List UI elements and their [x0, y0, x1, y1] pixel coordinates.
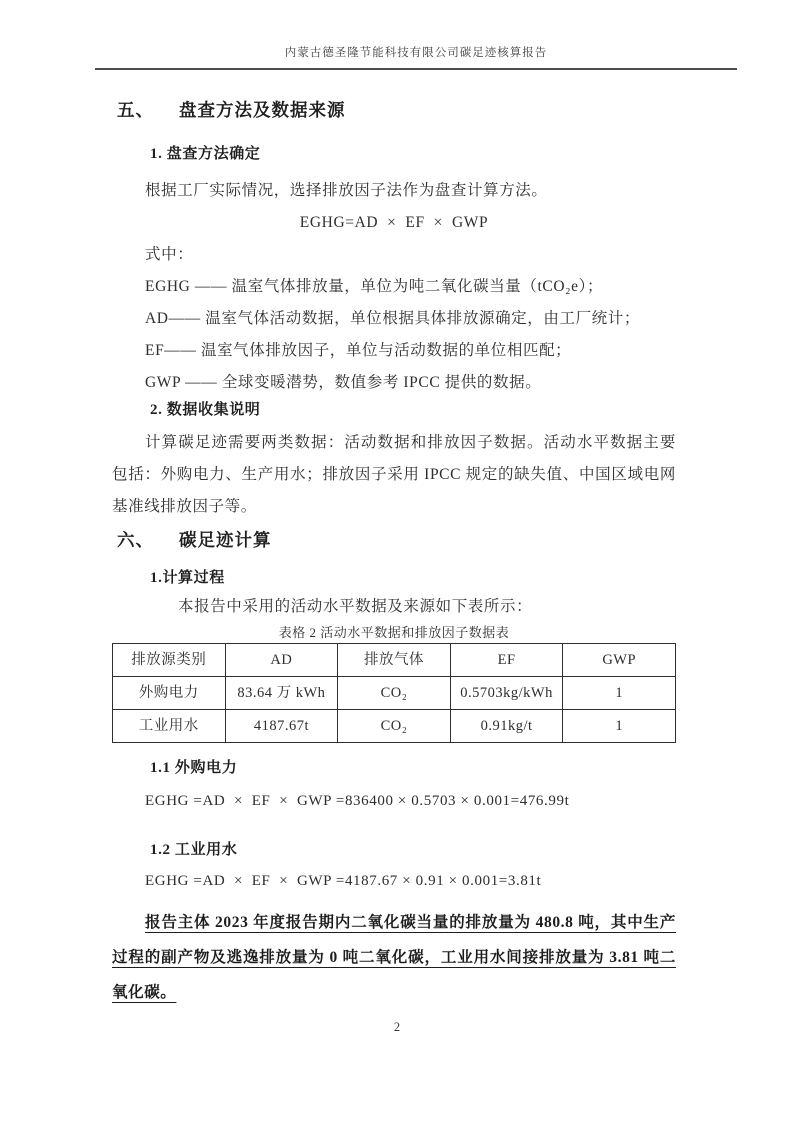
cell-gwp: 1	[563, 677, 676, 710]
cell-source: 工业用水	[113, 710, 226, 743]
section-6-heading	[117, 527, 676, 553]
header-title: 内蒙古德圣隆节能科技有限公司碳足迹核算报告	[284, 47, 548, 59]
data-collection-paragraph: 计算碳足迹需要两类数据：活动数据和排放因子数据。活动水平数据主要包括：外购电力、生产用水；排放因子采用 IPCC 规定的缺失值、中国区域电网基准线排放因子等。	[112, 434, 676, 515]
cell-source: 外购电力	[113, 677, 226, 710]
page-content	[112, 71, 676, 1010]
calc-process-heading: 1.计算过程	[150, 570, 225, 586]
definition-ef: EF—— 温室气体排放因子，单位与活动数据的单位相匹配；	[145, 342, 572, 359]
cell-ad: 83.64 万 kWh	[225, 677, 338, 710]
electricity-heading: 1.1 外购电力	[150, 760, 238, 776]
col-header-ef: EF	[450, 644, 563, 677]
conclusion-paragraph: 报告主体 2023 年度报告期内二氧化碳当量的排放量为 480.8 吨，其中生产过程的副产物及逃逸排放量为 0 吨二氧化碳，工业用水间接排放量为 3.81 吨二氧化碳。	[112, 914, 676, 1001]
page-number: 2	[393, 1020, 401, 1034]
section-5-number: 五、	[117, 100, 154, 120]
col-header-ad: AD	[225, 644, 338, 677]
table-intro-text: 本报告中采用的活动水平数据及来源如下表所示：	[178, 598, 533, 615]
cell-gas: CO₂	[338, 710, 451, 743]
where-label: 式中：	[145, 246, 194, 263]
col-header-source: 排放源类别	[113, 644, 226, 677]
electricity-formula: EGHG =AD × EF × GWP =836400 × 0.5703 × 0.001=476.99t	[145, 793, 570, 809]
water-formula: EGHG =AD × EF × GWP =4187.67 × 0.91 × 0.001=3.81t	[145, 873, 542, 889]
table-row	[113, 710, 676, 743]
water-heading: 1.2 工业用水	[150, 842, 238, 858]
activity-data-table	[112, 643, 676, 743]
page-header	[95, 44, 737, 70]
col-header-gas: 排放气体	[338, 644, 451, 677]
ghg-formula: EGHG=AD × EF × GWP	[299, 214, 489, 231]
section-5-title: 盘查方法及数据来源	[179, 100, 346, 120]
definition-gwp: GWP —— 全球变暖潜势，数值参考 IPCC 提供的数据。	[145, 374, 542, 391]
definition-ad: AD—— 温室气体活动数据，单位根据具体排放源确定，由工厂统计；	[145, 310, 640, 327]
section-6-title: 碳足迹计算	[179, 530, 272, 550]
cell-ad: 4187.67t	[225, 710, 338, 743]
subsection-2-heading: 2. 数据收集说明	[150, 402, 261, 418]
col-header-gwp: GWP	[563, 644, 676, 677]
table-caption: 表格 2 活动水平数据和排放因子数据表	[278, 625, 510, 640]
method-paragraph: 根据工厂实际情况，选择排放因子法作为盘查计算方法。	[145, 182, 548, 199]
section-6-number: 六、	[117, 530, 154, 550]
subsection-1-heading: 1. 盘查方法确定	[150, 146, 261, 162]
cell-ef: 0.5703kg/kWh	[450, 677, 563, 710]
cell-gwp: 1	[563, 710, 676, 743]
section-5-heading	[117, 97, 676, 123]
table-row	[113, 677, 676, 710]
table-header-row	[113, 644, 676, 677]
cell-gas: CO₂	[338, 677, 451, 710]
definition-eghg: EGHG —— 温室气体排放量，单位为吨二氧化碳当量（tCO₂e）；	[145, 278, 604, 295]
cell-ef: 0.91kg/t	[450, 710, 563, 743]
